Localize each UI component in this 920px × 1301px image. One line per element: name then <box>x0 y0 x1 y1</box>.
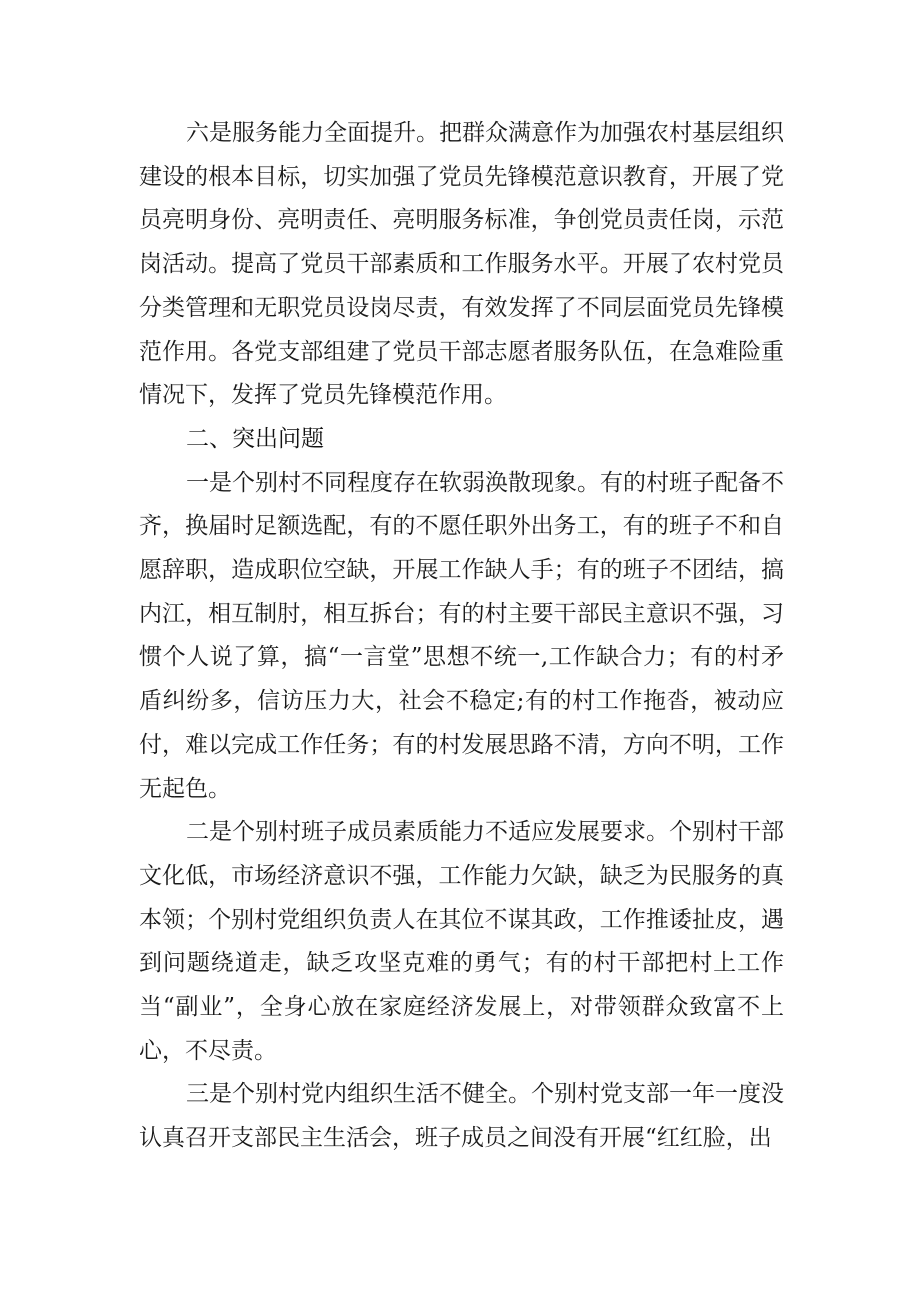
paragraph-organization-life: 三是个别村党内组织生活不健全。个别村党支部一年一度没认真召开支部民主生活会，班子成员之间没有开展“红红脸，出 <box>139 1081 784 1152</box>
paragraph-member-quality: 二是个别村班子成员素质能力不适应发展要求。个别村干部文化低，市场经济意识不强，工作能力欠缺，缺乏为民服务的真本领；个别村党组织负责人在其位不谋其政，工作推诿扯皮，遇到问题绕道走，缺乏攻坚克难的勇气；有的村干部把村上工作当“副业”，全身心放在家庭经济发展上，对带领群众致富不上心，不尽责。 <box>139 819 784 1064</box>
paragraph-weak-villages: 一是个别村不同程度存在软弱涣散现象。有的村班子配备不齐，换届时足额选配，有的不愿任职外出务工，有的班子不和自愿辞职，造成职位空缺，开展工作缺人手；有的班子不团结，搞内江，相互制肘，相互拆台；有的村主要干部民主意识不强，习惯个人说了算，搞“一言堂”思想不统一,工作缺合力；有的村矛盾纠纷多，信访压力大，社会不稳定;有的村工作拖沓，被动应付，难以完成工作任务；有的村发展思路不清，方向不明，工作无起色。 <box>139 469 784 802</box>
document-body <box>139 112 784 1161</box>
paragraph-service-capability: 六是服务能力全面提升。把群众满意作为加强农村基层组织建设的根本目标，切实加强了党员先锋模范意识教育，开展了党员亮明身份、亮明责任、亮明服务标准，争创党员责任岗，示范岗活动。提高了党员干部素质和工作服务水平。开展了农村党员分类管理和无职党员设岗尽责，有效发挥了不同层面党员先锋模范作用。各党支部组建了党员干部志愿者服务队伍，在急难险重情况下，发挥了党员先锋模范作用。 <box>139 120 784 409</box>
section-heading: 二、突出问题 <box>186 425 324 452</box>
